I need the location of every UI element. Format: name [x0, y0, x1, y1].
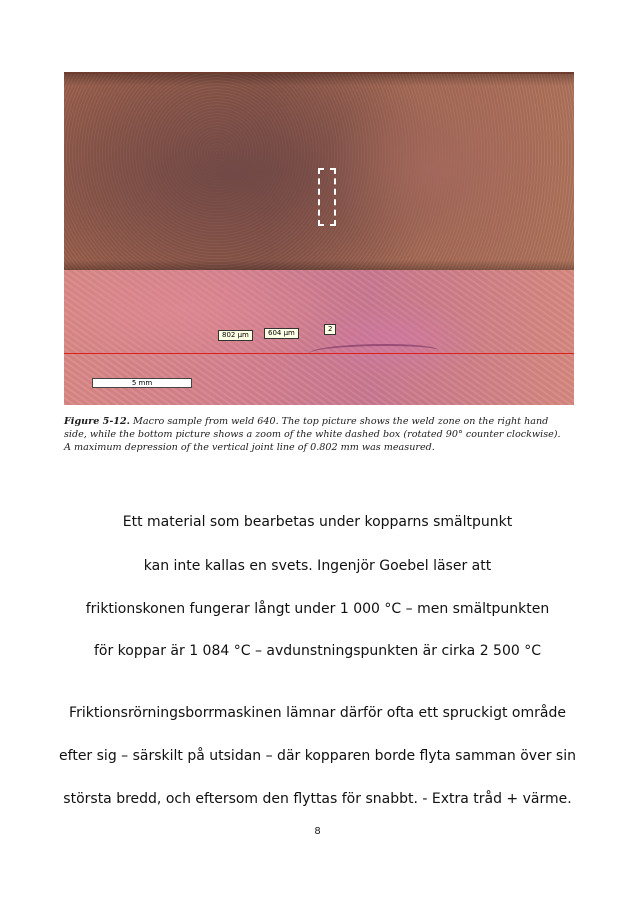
page-number: 8	[314, 826, 321, 837]
caption-line-1: Macro sample from weld 640. The top picture shows the weld zone on the right hand	[130, 416, 549, 427]
body-line: Friktionsrörningsborrmaskinen lämnar därför ofta ett spruckigt område	[69, 705, 566, 721]
reference-line	[64, 353, 574, 354]
caption-line-2: side, while the bottom picture shows a zoom of the white dashed box (rotated 90° counter clockwise).	[64, 429, 561, 440]
body-line: efter sig – särskilt på utsidan – där kopparen borde flyta samman över sin	[59, 748, 576, 764]
body-line: kan inte kallas en svets. Ingenjör Goebel läser att	[143, 558, 492, 574]
macro-photo-zoom	[64, 270, 574, 405]
figure	[64, 72, 574, 405]
figure-caption	[64, 415, 564, 454]
body-line: friktionskonen fungerar långt under 1 000 °C – men smältpunkten	[85, 601, 550, 617]
scale-bar: 5 mm	[92, 378, 192, 388]
caption-label: Figure 5-12.	[64, 416, 130, 427]
marker-label: 2	[324, 324, 336, 335]
measurement-label-604: 604 µm	[264, 328, 299, 339]
joint-line	[309, 344, 439, 360]
measurement-label-802: 802 µm	[218, 330, 253, 341]
body-line: Ett material som bearbetas under kopparns smältpunkt	[122, 514, 513, 530]
macro-photo-top	[64, 72, 574, 274]
dashed-zoom-box	[318, 168, 336, 226]
body-line: största bredd, och eftersom den flyttas för snabbt. - Extra tråd + värme.	[63, 791, 572, 807]
caption-line-3: A maximum depression of the vertical joint line of 0.802 mm was measured.	[64, 442, 435, 453]
body-line: för koppar är 1 084 °C – avdunstningspunkten är cirka 2 500 °C	[93, 643, 541, 659]
